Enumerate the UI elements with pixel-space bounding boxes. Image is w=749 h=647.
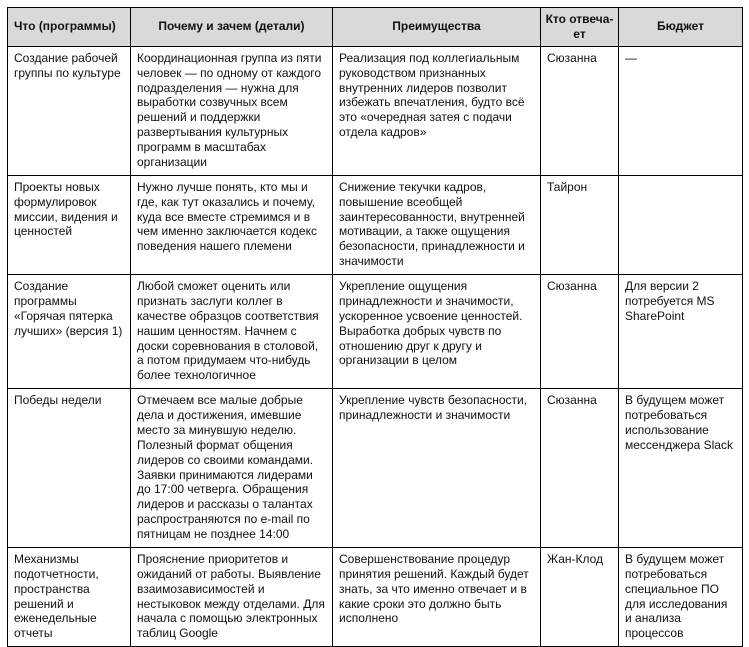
table-row <box>8 175 743 274</box>
cell-budget: Для версии 2 потребуется MS SharePoint <box>619 275 743 389</box>
table-row <box>8 46 743 175</box>
column-header-why: Почему и зачем (детали) <box>131 8 333 47</box>
cell-who: Жан-Клод <box>541 547 619 646</box>
cell-budget: — <box>619 46 743 175</box>
cell-what: Механизмы подотчетности, пространства решений и еженедельные отчеты <box>8 547 131 646</box>
cell-what: Создание рабочей группы по культуре <box>8 46 131 175</box>
cell-what: Проекты новых формулировок миссии, видения и ценностей <box>8 175 131 274</box>
cell-benefits: Реализация под коллегиальным руководством признанных внутренних лидеров позволит избежать впечатления, будто всё это «очередная затея с подачи отдела кадров» <box>333 46 541 175</box>
cell-why: Координационная группа из пяти человек — по одному от каждого подразделения — нужна для выработки созвучных всем решений и поддержки развертывания культурных программ в масштабах организации <box>131 46 333 175</box>
cell-budget: В будущем может потребоваться использование мессенджера Slack <box>619 389 743 548</box>
column-header-benefits: Преимущества <box>333 8 541 47</box>
programs-table <box>7 7 743 647</box>
cell-benefits: Снижение текучки кадров, повышение всеобщей заинтересованности, внутренней мотивации, а также ощущения безопасности, принадлежности и значимости <box>333 175 541 274</box>
header-row <box>8 8 743 47</box>
cell-benefits: Совершенствование процедур принятия решений. Каждый будет знать, за что именно отвечает и в какие сроки это должно быть исполнено <box>333 547 541 646</box>
cell-who: Сюзанна <box>541 275 619 389</box>
cell-benefits: Укрепление ощущения принадлежности и значимости, ускоренное усвоение ценностей. Выработка добрых чувств по отношению друг к другу и организации в целом <box>333 275 541 389</box>
table-body <box>8 46 743 646</box>
cell-why: Отмечаем все малые добрые дела и достижения, имевшие место за минувшую неделю. Полезный формат общения лидеров со своими командами. Заявки принимаются лидерами до 17:00 четверга. Обращения лидеров и рассказы о талантах распространяются по e-mail по пятницам не позднее 14:00 <box>131 389 333 548</box>
table-header <box>8 8 743 47</box>
table-row <box>8 275 743 389</box>
cell-what: Создание программы «Горячая пятерка лучших» (версия 1) <box>8 275 131 389</box>
cell-what: Победы недели <box>8 389 131 548</box>
table-row <box>8 389 743 548</box>
column-header-budget: Бюджет <box>619 8 743 47</box>
cell-why: Нужно лучше понять, кто мы и где, как тут оказались и почему, куда все вместе стремимся и в чем именно заключается кодекс поведения нашего племени <box>131 175 333 274</box>
cell-budget <box>619 175 743 274</box>
cell-budget: В будущем может потребоваться специальное ПО для исследования и анализа процессов <box>619 547 743 646</box>
cell-who: Сюзанна <box>541 46 619 175</box>
cell-why: Любой сможет оценить или признать заслуги коллег в качестве образцов соответствия нашим ценностям. Начнем с доски соревнования в столовой, а потом придумаем что-нибудь более технологичное <box>131 275 333 389</box>
cell-who: Сюзанна <box>541 389 619 548</box>
cell-benefits: Укрепление чувств безопасности, принадлежности и значимости <box>333 389 541 548</box>
table-row <box>8 547 743 646</box>
column-header-who: Кто отвечает <box>541 8 619 47</box>
column-header-what: Что (программы) <box>8 8 131 47</box>
cell-why: Прояснение приоритетов и ожиданий от работы. Выявление взаимозависимостей и нестыковок между отделами. Для начала с помощью электронных таблиц Google <box>131 547 333 646</box>
cell-who: Тайрон <box>541 175 619 274</box>
